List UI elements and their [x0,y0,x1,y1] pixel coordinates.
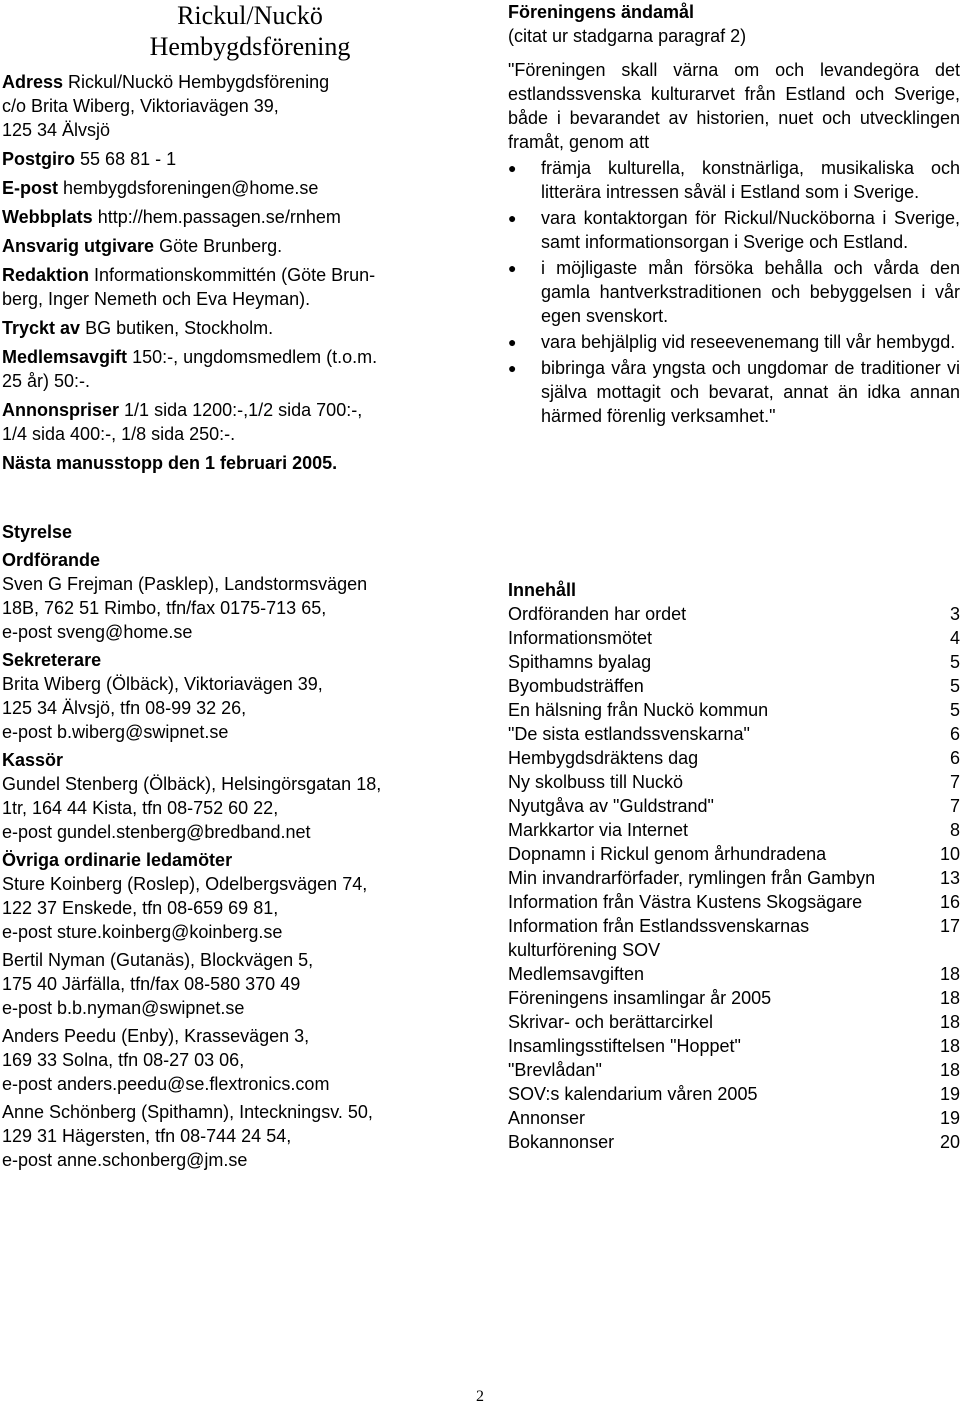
toc-entry-title: Information från Västra Kustens Skogsägare [508,892,863,912]
toc-list [508,602,960,1154]
purpose-bullet [508,330,960,354]
toc-entry[interactable] [508,698,960,722]
toc-entry-title: Insamlingsstiftelsen "Hoppet" [508,1036,741,1056]
toc-entry-title: Byombudsträffen [508,676,644,696]
address-line-2: c/o Brita Wiberg, Viktoriavägen 39, [2,96,279,116]
fee-value: 150:-, ungdomsmedlem (t.o.m. [132,347,378,367]
member-line: 175 40 Järfälla, tfn/fax 08-580 370 49 [2,974,301,994]
members-label [2,848,452,872]
purpose-subheading: (citat ur stadgarna paragraf 2) [508,26,747,46]
toc-entry-page: 18 [939,1012,960,1032]
purpose-bullet-text: främja kulturella, konstnärliga, musikaliska och litterära intressen såväl i Estland som i Sverige. [541,158,960,202]
purpose-section [508,0,960,428]
toc-entry-title: Spithamns byalag [508,652,652,672]
toc-entry-title: Annonser [508,1108,586,1128]
chair-label-text: Ordförande [2,550,101,570]
purpose-bullet [508,356,960,428]
chair-line: 18B, 762 51 Rimbo, tfn/fax 0175-713 65, [2,598,327,618]
toc-entry-page: 5 [949,652,960,672]
member-line: Bertil Nyman (Gutanäs), Blockvägen 5, [2,950,314,970]
toc-entry-page: 16 [939,892,960,912]
purpose-heading [508,0,960,24]
toc-entry-page: 18 [939,988,960,1008]
toc-entry-title: Medlemsavgiften [508,964,645,984]
purpose-bullet [508,256,960,328]
member-line: Anders Peedu (Enby), Krassevägen 3, [2,1026,310,1046]
toc-entry-title: "De sista estlandssvenskarna" [508,724,750,744]
toc-entry[interactable] [508,602,960,626]
toc-entry-title: Hembygdsdräktens dag [508,748,699,768]
email-value[interactable]: hembygdsforeningen@home.se [63,178,319,198]
ads-label: Annonspriser [2,400,120,420]
bullet-icon: ● [508,334,517,350]
toc-entry[interactable] [508,1106,960,1130]
publisher-value: Göte Brunberg. [159,236,283,256]
treasurer-label [2,748,452,772]
deadline-text: Nästa manusstopp den 1 februari 2005. [2,453,338,473]
toc-heading-text: Innehåll [508,580,577,600]
toc-entry-page: 5 [949,700,960,720]
toc-entry[interactable] [508,866,960,890]
ads-value: 1/1 sida 1200:-,1/2 sida 700:-, [124,400,363,420]
printed-value: BG butiken, Stockholm. [85,318,274,338]
board-section [2,520,452,1172]
treasurer-line: Gundel Stenberg (Ölbäck), Helsingörsgatan 18, [2,774,382,794]
toc-entry-title: Markkartor via Internet [508,820,689,840]
chair-label [2,548,452,572]
ads-line-1 [2,398,447,422]
bullet-icon: ● [508,260,517,276]
purpose-bullet-text: vara kontaktorgan för Rickul/Nucköborna i Sverige, samt informationsorgan i Sverige och Estland. [541,208,960,252]
toc-entry-title: SOV:s kalendarium våren 2005 [508,1084,758,1104]
bullet-icon: ● [508,210,517,226]
toc-entry-title: Min invandrarförfader, rymlingen från Gambyn [508,868,876,888]
toc-entry-page: 19 [939,1084,960,1104]
purpose-list [508,156,960,428]
postgiro-label: Postgiro [2,149,76,169]
member-line: e-post anders.peedu@se.flextronics.com [2,1074,330,1094]
toc-entry[interactable] [508,746,960,770]
publication-info [2,70,447,475]
web-line [2,205,447,229]
toc-entry-title: Ny skolbuss till Nuckö [508,772,684,792]
toc-entry[interactable] [508,1034,960,1058]
toc-entry-page: 6 [949,748,960,768]
member-line: Anne Schönberg (Spithamn), Inteckningsv. 50, [2,1102,373,1122]
ads-line-2: 1/4 sida 400:-, 1/8 sida 250:-. [2,424,236,444]
toc-entry-page: 18 [939,964,960,984]
toc-entry-page: 7 [949,772,960,792]
chair-line: Sven G Frejman (Pasklep), Landstormsvägen [2,574,368,594]
members-label-text: Övriga ordinarie ledamöter [2,850,233,870]
member-line: 129 31 Hägersten, tfn 08-744 24 54, [2,1126,292,1146]
toc-entry-title: Ordföranden har ordet [508,604,687,624]
toc-entry[interactable] [508,842,960,866]
publisher-label: Ansvarig utgivare [2,236,155,256]
toc-entry-page: 19 [939,1108,960,1128]
address-value: Rickul/Nuckö Hembygdsförening [68,72,330,92]
toc-entry[interactable] [508,626,960,650]
table-of-contents [508,578,960,1154]
toc-entry-title: Föreningens insamlingar år 2005 [508,988,772,1008]
board-heading [2,520,452,544]
toc-entry[interactable] [508,818,960,842]
toc-entry[interactable] [508,650,960,674]
toc-entry[interactable] [508,1058,960,1082]
toc-entry-page: 3 [949,604,960,624]
email-label: E-post [2,178,58,198]
editorial-line-1 [2,263,447,287]
web-label: Webbplats [2,207,93,227]
secretary-line: 125 34 Älvsjö, tfn 08-99 32 26, [2,698,247,718]
purpose-bullet-text: vara behjälplig vid reseevenemang till vår hembygd. [541,332,956,352]
toc-entry[interactable] [508,914,960,962]
toc-entry[interactable] [508,770,960,794]
toc-entry[interactable] [508,674,960,698]
toc-entry-title: "Brevlådan" [508,1060,602,1080]
toc-entry-page: 17 [939,916,960,936]
title-line-2: Hembygdsförening [149,32,351,61]
fee-label: Medlemsavgift [2,347,128,367]
toc-entry-page: 5 [949,676,960,696]
toc-entry-page: 18 [939,1060,960,1080]
purpose-intro: "Föreningen skall värna om och levandegöra det estlandssvenska kulturarvet från Estland och Sverige, både i bevarandet av historien, nuet och utvecklingen framåt, genom att [508,60,960,152]
treasurer-line: e-post gundel.stenberg@bredband.net [2,822,311,842]
page-title [100,0,400,62]
address-label: Adress [2,72,64,92]
email-line [2,176,447,200]
treasurer-label-text: Kassör [2,750,64,770]
printed-label: Tryckt av [2,318,81,338]
deadline [2,451,447,475]
treasurer-line: 1tr, 164 44 Kista, tfn 08-752 60 22, [2,798,279,818]
toc-entry[interactable] [508,794,960,818]
postgiro-value: 55 68 81 - 1 [80,149,177,169]
toc-entry-title: Nyutgåva av "Guldstrand" [508,796,714,816]
toc-entry-page: 6 [949,724,960,744]
toc-entry-title: Information från Estlandssvenskarnas kulturförening SOV [508,916,810,960]
toc-entry[interactable] [508,722,960,746]
member-line: 169 33 Solna, tfn 08-27 03 06, [2,1050,245,1070]
editorial-value: Informationskommittén (Göte Brun- [94,265,376,285]
member-line: e-post b.b.nyman@swipnet.se [2,998,245,1018]
printed-line [2,316,447,340]
toc-entry-title: Dopnamn i Rickul genom århundradena [508,844,827,864]
purpose-bullet-text: i möjligaste mån försöka behålla och vårda den gamla hantverkstraditionen och bebyggelsen i vår egen svenskort. [541,258,960,326]
purpose-bullet-text: bibringa våra yngsta och ungdomar de traditioner vi själva mottagit och bevarat, annat än idka annan härmed förenlig verksamhet." [541,358,960,426]
postgiro-line [2,147,447,171]
member-line: Sture Koinberg (Roslep), Odelbergsvägen 74, [2,874,368,894]
web-value[interactable]: http://hem.passagen.se/rnhem [97,207,341,227]
purpose-heading-text: Föreningens ändamål [508,2,695,22]
toc-entry-title: Informationsmötet [508,628,653,648]
purpose-bullet [508,206,960,254]
chair-line: e-post sveng@home.se [2,622,193,642]
toc-entry-page: 10 [939,844,960,864]
toc-entry-page: 20 [939,1132,960,1152]
toc-entry-page: 8 [949,820,960,840]
toc-entry[interactable] [508,890,960,914]
toc-entry[interactable] [508,986,960,1010]
member-line: e-post anne.schonberg@jm.se [2,1150,248,1170]
editorial-line-2: berg, Inger Nemeth och Eva Heyman). [2,289,311,309]
address-line-3: 125 34 Älvsjö [2,120,111,140]
toc-entry[interactable] [508,962,960,986]
fee-line-2: 25 år) 50:-. [2,371,91,391]
fee-line-1 [2,345,447,369]
secretary-line: Brita Wiberg (Ölbäck), Viktoriavägen 39, [2,674,323,694]
toc-entry-page: 13 [939,868,960,888]
secretary-line: e-post b.wiberg@swipnet.se [2,722,229,742]
toc-heading [508,578,960,602]
page-number: 2 [476,1388,484,1405]
bullet-icon: ● [508,360,517,376]
member-line: 122 37 Enskede, tfn 08-659 69 81, [2,898,279,918]
member-line: e-post sture.koinberg@koinberg.se [2,922,283,942]
toc-entry-title: Bokannonser [508,1132,615,1152]
toc-entry-page: 18 [939,1036,960,1056]
toc-entry-title: En hälsning från Nuckö kommun [508,700,769,720]
toc-entry-title: Skrivar- och berättarcirkel [508,1012,714,1032]
toc-entry[interactable] [508,1130,960,1154]
editorial-label: Redaktion [2,265,90,285]
toc-entry[interactable] [508,1082,960,1106]
board-heading-text: Styrelse [2,522,73,542]
publisher-line [2,234,447,258]
purpose-bullet [508,156,960,204]
toc-entry[interactable] [508,1010,960,1034]
address-line-1 [2,70,447,94]
secretary-label [2,648,452,672]
title-line-1: Rickul/Nuckö [177,1,323,30]
toc-entry-page: 4 [949,628,960,648]
bullet-icon: ● [508,160,517,176]
toc-entry-page: 7 [949,796,960,816]
secretary-label-text: Sekreterare [2,650,102,670]
